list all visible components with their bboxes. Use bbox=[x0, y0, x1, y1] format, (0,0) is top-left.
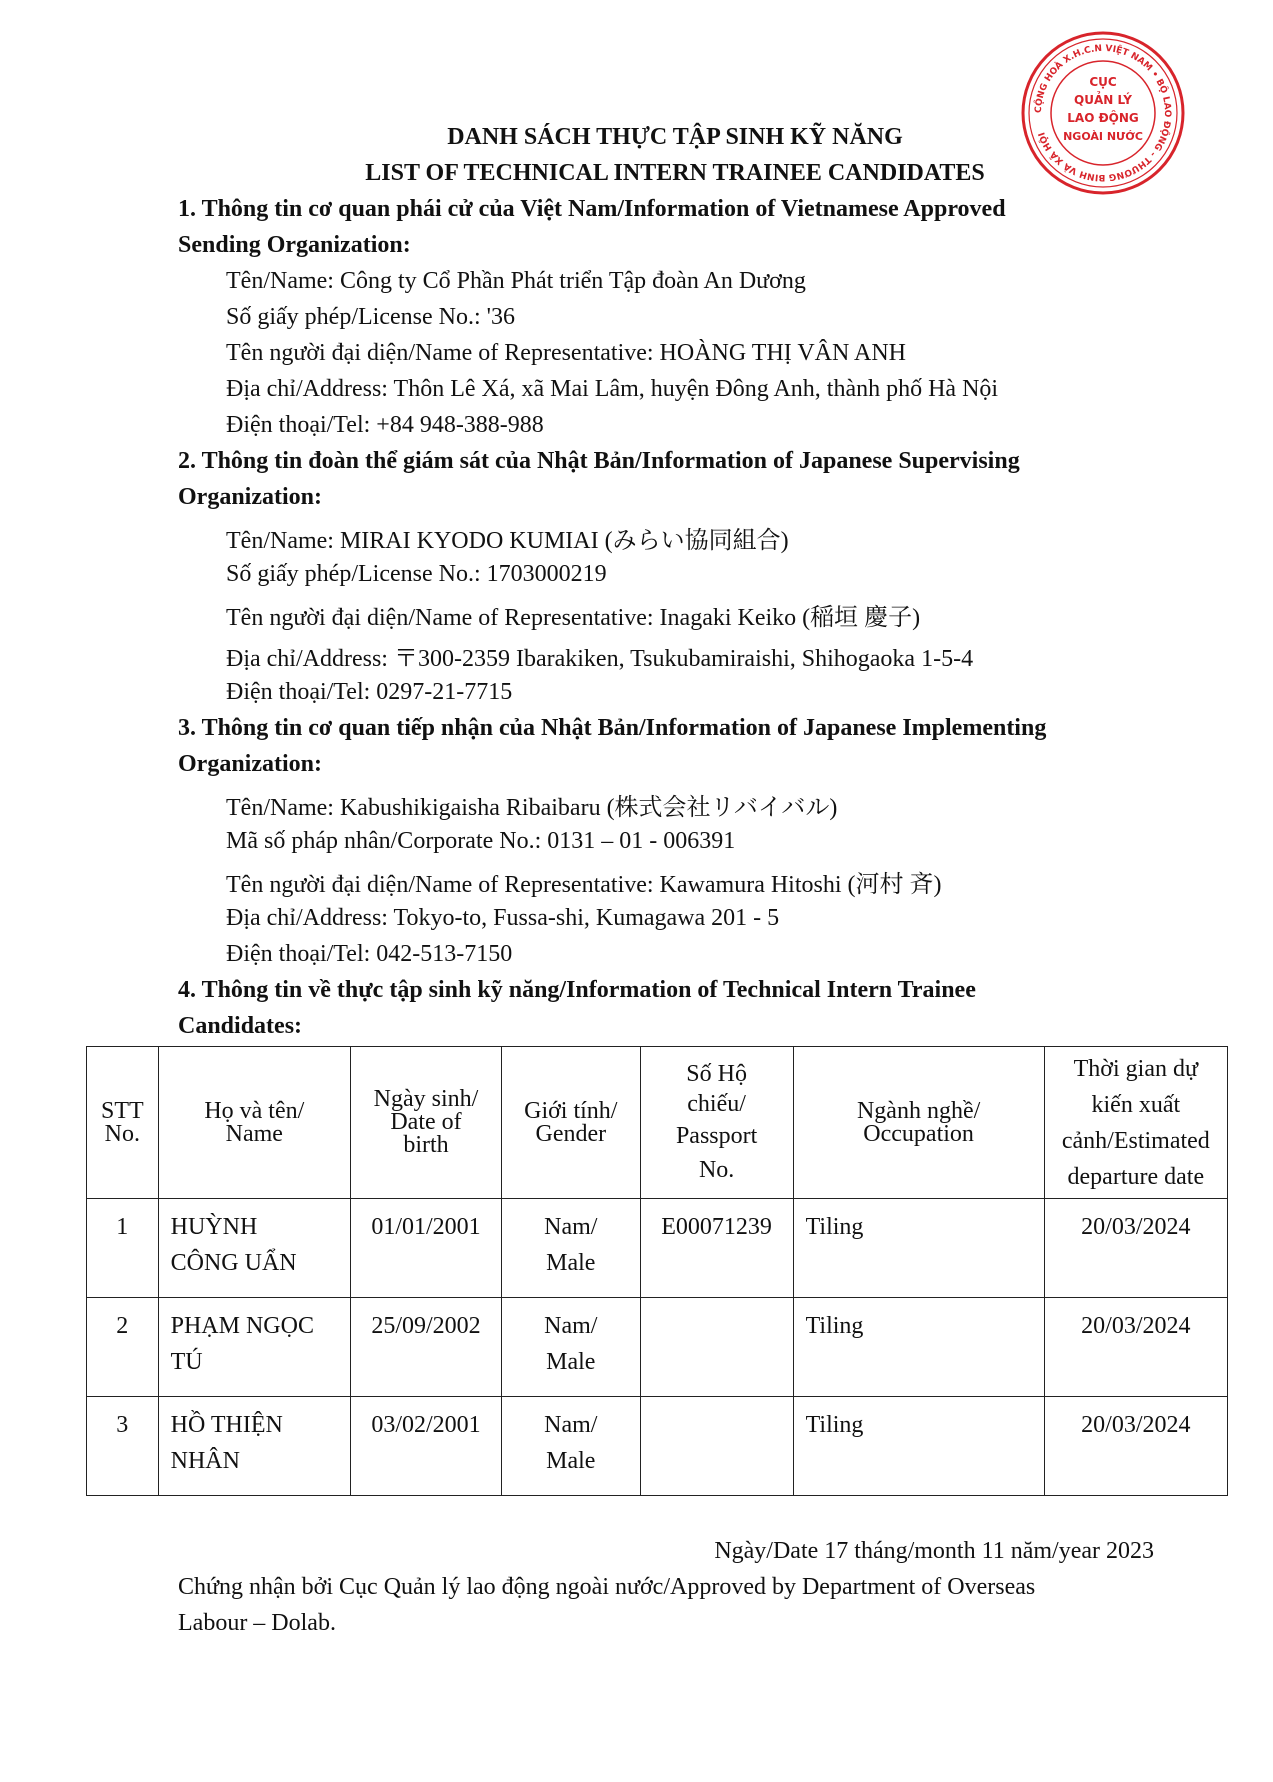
gender-line: Male bbox=[546, 1448, 596, 1474]
cell-passport: E00071239 bbox=[640, 1199, 793, 1298]
document-title-en: LIST OF TECHNICAL INTERN TRAINEE CANDIDATES bbox=[365, 160, 985, 186]
header-line: No. bbox=[698, 1156, 735, 1183]
name-line: CÔNG UẨN bbox=[170, 1250, 297, 1276]
cell-name bbox=[158, 1199, 350, 1298]
cell-departure: 20/03/2024 bbox=[1044, 1397, 1227, 1496]
issue-date: Ngày/Date 17 tháng/month 11 năm/year 2023 bbox=[714, 1538, 1154, 1564]
header-line: Thời gian dự bbox=[1073, 1055, 1198, 1082]
seal-center-line: QUẢN LÝ bbox=[1074, 93, 1132, 107]
col-header-departure bbox=[1044, 1047, 1227, 1199]
gender-line: Nam/ bbox=[544, 1412, 598, 1438]
name-line: TÚ bbox=[170, 1349, 203, 1375]
header-line: STT bbox=[100, 1097, 144, 1124]
name-line: HUỲNH bbox=[170, 1214, 258, 1240]
s2-representative: Tên người đại diện/Name of Representative: Inagaki Keiko (稲垣 慶子) bbox=[226, 605, 921, 631]
header-line: Ngành nghề/ bbox=[856, 1097, 981, 1124]
approval-statement-cont: Labour – Dolab. bbox=[178, 1610, 336, 1636]
header-line: No. bbox=[104, 1120, 140, 1147]
seal-ring-text: CỘNG HOÀ X.H.C.N VIỆT NAM • BỘ LAO ĐỘNG - THƯƠNG BINH VÀ XÃ HỘI bbox=[1033, 43, 1173, 183]
cell-no: 2 bbox=[87, 1298, 159, 1397]
cell-name bbox=[158, 1397, 350, 1496]
cell-occupation: Tiling bbox=[793, 1199, 1044, 1298]
gender-line: Male bbox=[546, 1349, 596, 1375]
header-line: Số Hộ bbox=[686, 1060, 747, 1087]
s1-tel: Điện thoại/Tel: +84 948-388-988 bbox=[226, 412, 544, 438]
header-line: Giới tính/ bbox=[524, 1097, 618, 1124]
s2-tel: Điện thoại/Tel: 0297-21-7715 bbox=[226, 679, 513, 705]
cell-departure: 20/03/2024 bbox=[1044, 1199, 1227, 1298]
cell-dob: 03/02/2001 bbox=[351, 1397, 502, 1496]
header-line: Occupation bbox=[863, 1120, 974, 1147]
seal-center-line: NGOÀI NƯỚC bbox=[1063, 130, 1143, 143]
header-line: Name bbox=[225, 1120, 283, 1147]
table-row bbox=[87, 1397, 1228, 1496]
section-1-heading: 1. Thông tin cơ quan phái cử của Việt Nam/Information of Vietnamese Approved bbox=[178, 196, 1006, 222]
s1-license: Số giấy phép/License No.: '36 bbox=[226, 304, 515, 330]
approval-statement: Chứng nhận bởi Cục Quản lý lao động ngoài nước/Approved by Department of Overseas bbox=[178, 1574, 1036, 1600]
cell-no: 1 bbox=[87, 1199, 159, 1298]
gender-line: Nam/ bbox=[544, 1313, 598, 1339]
col-header-no bbox=[87, 1047, 159, 1199]
col-header-gender bbox=[501, 1047, 640, 1199]
cell-no: 3 bbox=[87, 1397, 159, 1496]
s3-address: Địa chỉ/Address: Tokyo-to, Fussa-shi, Kumagawa 201 - 5 bbox=[226, 905, 780, 931]
s1-name: Tên/Name: Công ty Cổ Phần Phát triển Tập đoàn An Dương bbox=[226, 268, 806, 294]
section-4-heading: 4. Thông tin về thực tập sinh kỹ năng/Information of Technical Intern Trainee bbox=[178, 977, 976, 1003]
col-header-dob bbox=[351, 1047, 502, 1199]
section-2-heading-cont: Organization: bbox=[178, 484, 322, 510]
header-line: chiếu/ bbox=[687, 1090, 746, 1117]
section-1-heading-cont: Sending Organization: bbox=[178, 232, 411, 258]
table-header-row bbox=[87, 1047, 1228, 1199]
col-header-passport bbox=[640, 1047, 793, 1199]
name-line: HỒ THIỆN bbox=[170, 1412, 283, 1438]
header-line: cảnh/Estimated bbox=[1061, 1127, 1210, 1154]
seal-center-line: CỤC bbox=[1089, 75, 1117, 89]
trainee-table bbox=[86, 1046, 1228, 1496]
section-2-heading: 2. Thông tin đoàn thể giám sát của Nhật Bản/Information of Japanese Supervising bbox=[178, 448, 1020, 474]
table-row bbox=[87, 1298, 1228, 1397]
header-line: Gender bbox=[535, 1120, 607, 1147]
s1-representative: Tên người đại diện/Name of Representative: HOÀNG THỊ VÂN ANH bbox=[226, 340, 907, 366]
seal-center-line: LAO ĐỘNG bbox=[1067, 111, 1139, 125]
cell-gender bbox=[501, 1199, 640, 1298]
document-title-vi: DANH SÁCH THỰC TẬP SINH KỸ NĂNG bbox=[447, 124, 903, 150]
cell-dob: 01/01/2001 bbox=[351, 1199, 502, 1298]
s3-tel: Điện thoại/Tel: 042-513-7150 bbox=[226, 941, 513, 967]
header-line: birth bbox=[403, 1132, 449, 1158]
s2-license: Số giấy phép/License No.: 1703000219 bbox=[226, 561, 607, 587]
s3-name: Tên/Name: Kabushikigaisha Ribaibaru (株式会社リバイバル) bbox=[226, 795, 838, 821]
cell-name bbox=[158, 1298, 350, 1397]
cell-passport bbox=[640, 1397, 793, 1496]
header-line: Ngày sinh/ bbox=[373, 1086, 479, 1112]
cell-gender bbox=[501, 1298, 640, 1397]
name-line: PHẠM NGỌC bbox=[170, 1313, 314, 1339]
s2-name: Tên/Name: MIRAI KYODO KUMIAI (みらい協同組合) bbox=[226, 528, 789, 554]
name-line: NHÂN bbox=[170, 1448, 240, 1474]
cell-departure: 20/03/2024 bbox=[1044, 1298, 1227, 1397]
section-3-heading: 3. Thông tin cơ quan tiếp nhận của Nhật Bản/Information of Japanese Implementing bbox=[178, 715, 1047, 741]
header-line: Date of bbox=[390, 1109, 462, 1135]
s3-representative: Tên người đại diện/Name of Representative: Kawamura Hitoshi (河村 斉) bbox=[226, 872, 942, 898]
s3-corporate-no: Mã số pháp nhân/Corporate No.: 0131 – 01 - 006391 bbox=[226, 828, 736, 854]
header-line: Họ và tên/ bbox=[204, 1097, 305, 1124]
s2-address: Địa chỉ/Address: 〒300-2359 Ibarakiken, Tsukubamiraishi, Shihogaoka 1-5-4 bbox=[226, 646, 974, 672]
header-line: Passport bbox=[675, 1122, 758, 1149]
header-line: kiến xuất bbox=[1091, 1091, 1181, 1118]
cell-occupation: Tiling bbox=[793, 1397, 1044, 1496]
section-3-heading-cont: Organization: bbox=[178, 751, 322, 777]
cell-occupation: Tiling bbox=[793, 1298, 1044, 1397]
header-line: departure date bbox=[1067, 1163, 1205, 1190]
col-header-name bbox=[158, 1047, 350, 1199]
cell-dob: 25/09/2002 bbox=[351, 1298, 502, 1397]
s1-address: Địa chỉ/Address: Thôn Lê Xá, xã Mai Lâm, huyện Đông Anh, thành phố Hà Nội bbox=[226, 376, 999, 402]
col-header-occupation bbox=[793, 1047, 1044, 1199]
gender-line: Male bbox=[546, 1250, 596, 1276]
table-row bbox=[87, 1199, 1228, 1298]
gender-line: Nam/ bbox=[544, 1214, 598, 1240]
section-4-heading-cont: Candidates: bbox=[178, 1013, 303, 1039]
cell-gender bbox=[501, 1397, 640, 1496]
cell-passport bbox=[640, 1298, 793, 1397]
